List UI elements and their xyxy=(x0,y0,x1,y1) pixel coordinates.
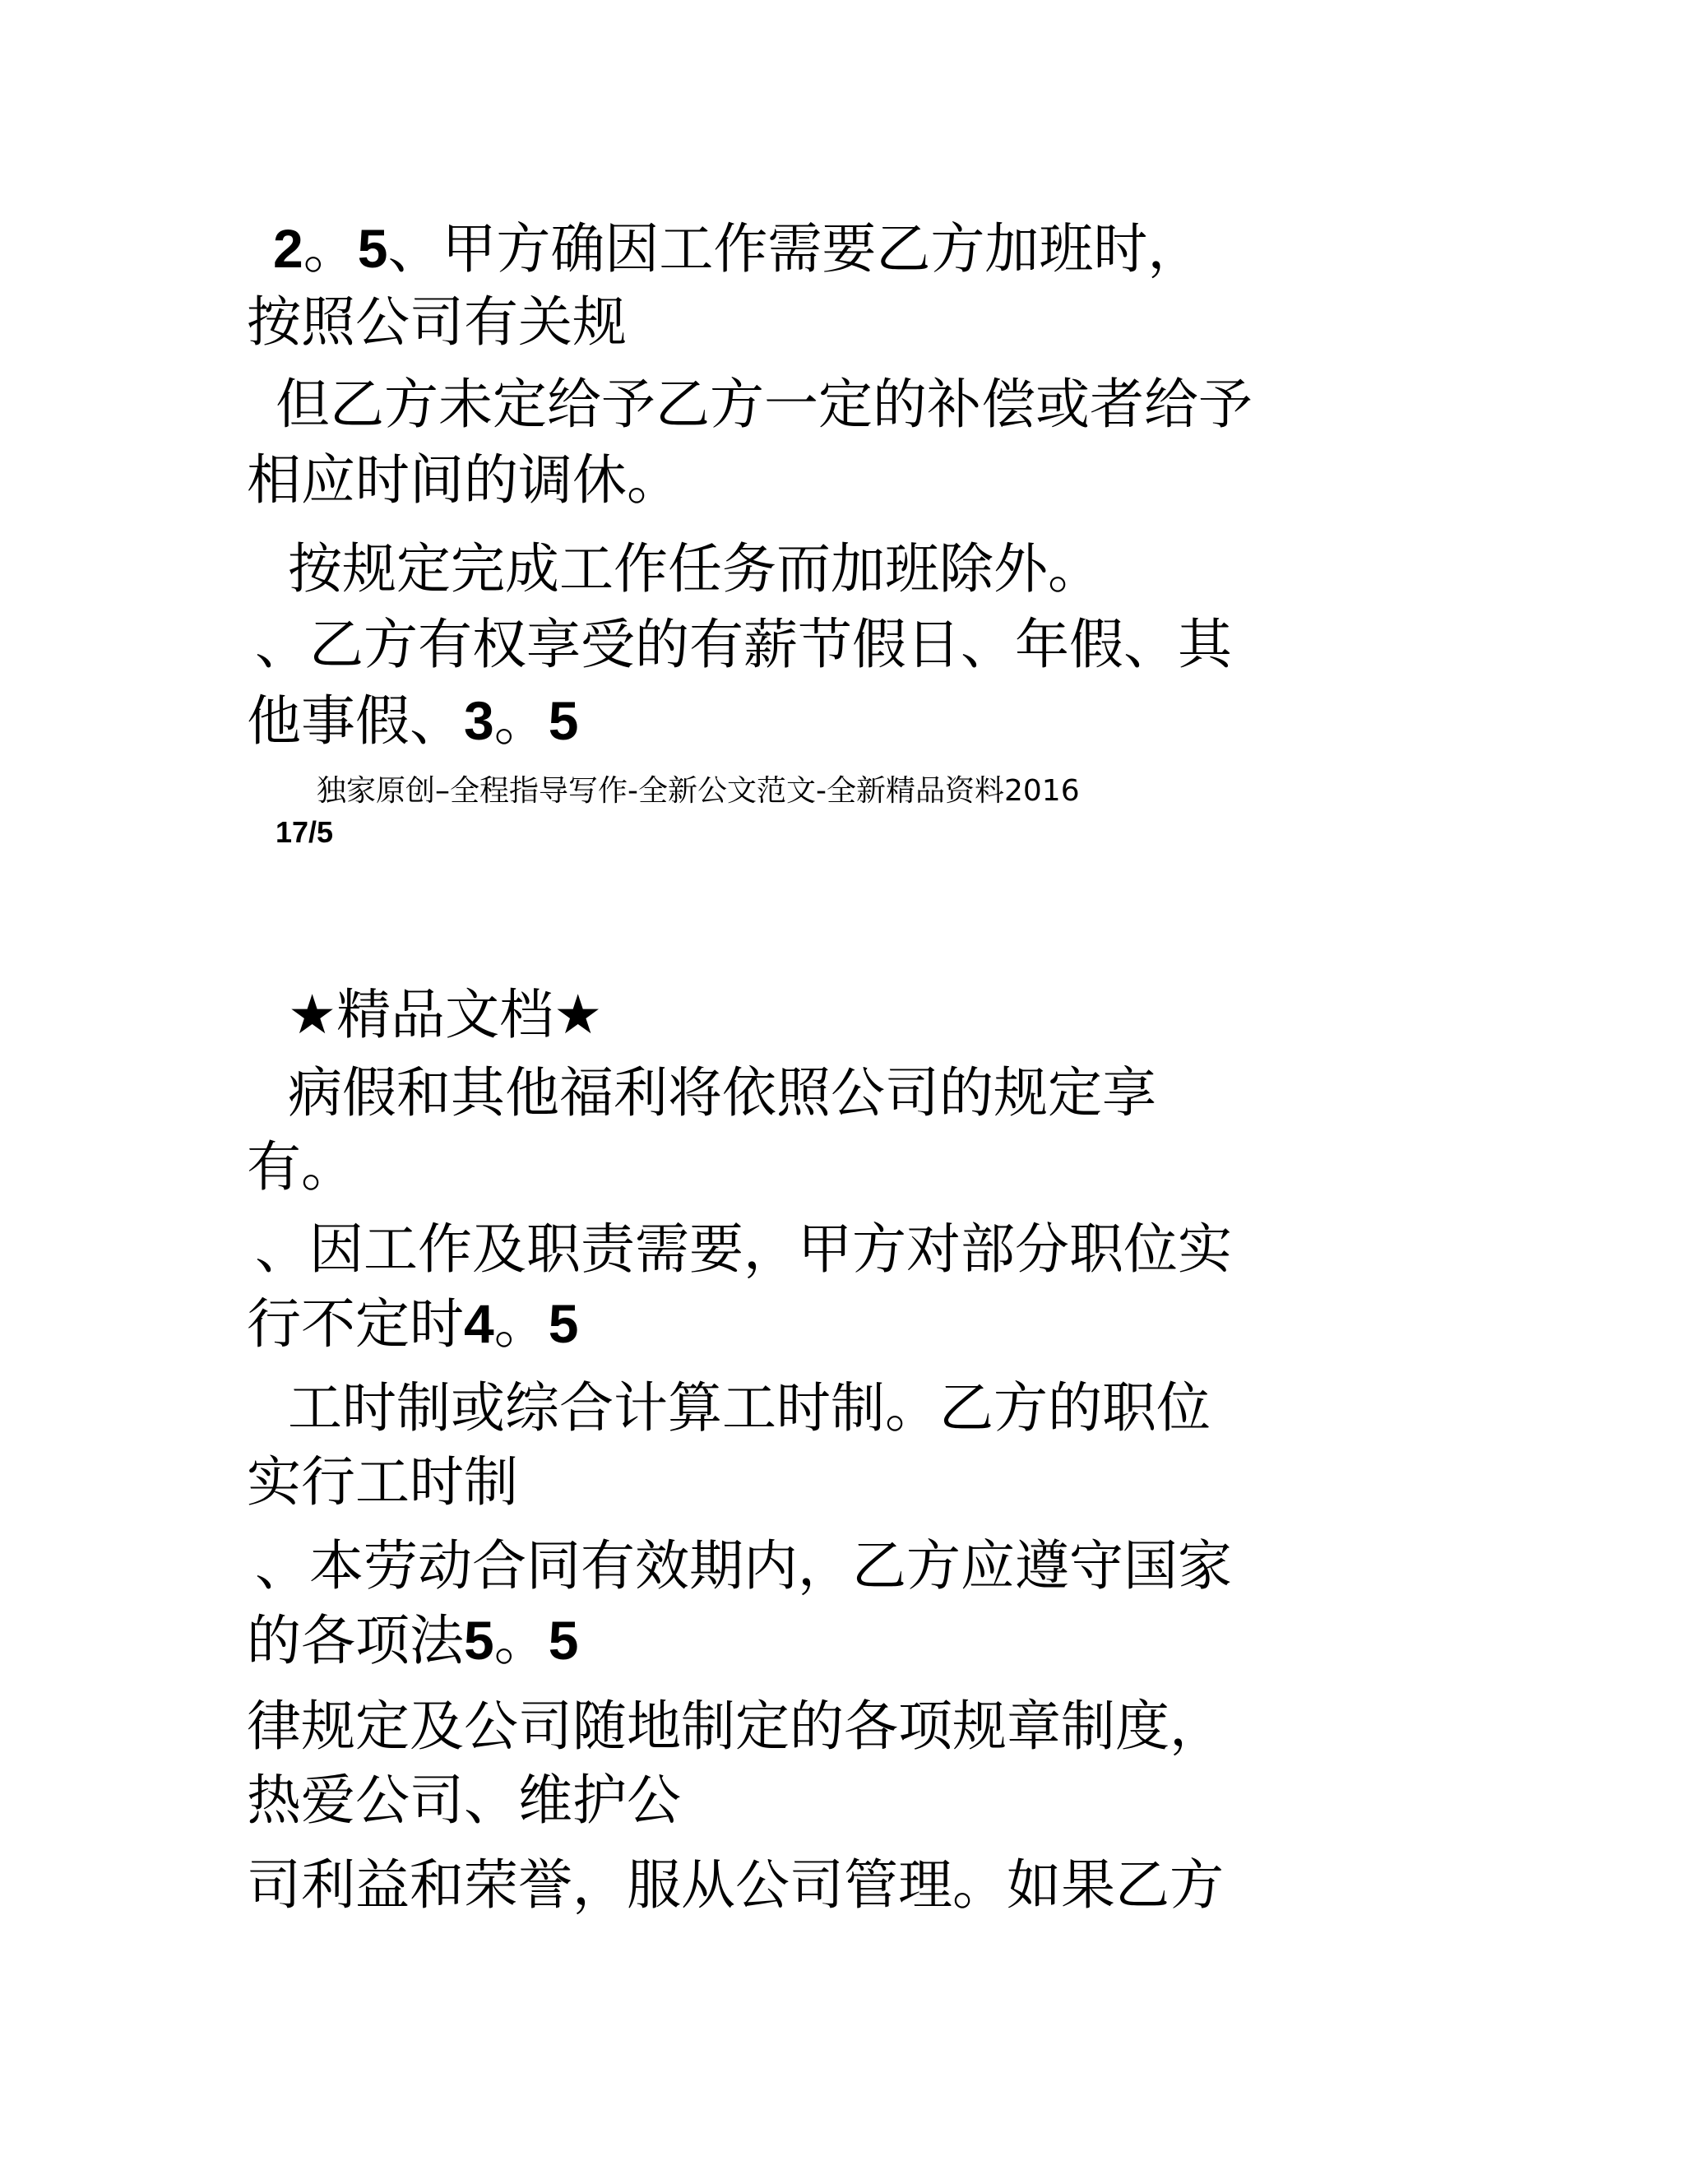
text-line: 但乙方未定给予乙方一定的补偿或者给予 xyxy=(276,373,1253,436)
page-footer: 独家原创–全程指导写作-全新公文范文-全新精品资料2016 xyxy=(317,774,1080,808)
text-line: 的各项法5。5 xyxy=(247,1609,579,1672)
text-line: 按照公司有关规 xyxy=(247,290,627,354)
page-number: 17/5 xyxy=(276,815,334,849)
text-line: 、乙方有权享受的有薪节假日、年假、其 xyxy=(255,613,1232,676)
text-line: 2。5、甲方确因工作需要乙方加班时， xyxy=(273,217,1202,281)
text-line: 行不定时4。5 xyxy=(247,1292,579,1356)
text-line: 按规定完成工作任务而加班除外。 xyxy=(288,537,1102,600)
text-line: 律规定及公司随地制定的各项规章制度， xyxy=(247,1695,1224,1758)
text-line: 司利益和荣誉，服从公司管理。如果乙方 xyxy=(247,1853,1224,1917)
text-line: 、因工作及职责需要，甲方对部分职位实 xyxy=(255,1217,1232,1281)
text-line: 病假和其他福利将依照公司的规定享 xyxy=(288,1061,1156,1124)
page-header: ★精品文档★ xyxy=(288,983,603,1046)
text-line: 他事假、3。5 xyxy=(247,689,579,753)
text-line: 工时制或综合计算工时制。乙方的职位 xyxy=(288,1376,1211,1440)
text-line: 、本劳动合同有效期内，乙方应遵守国家 xyxy=(255,1534,1232,1597)
text-line: 实行工时制 xyxy=(247,1450,518,1514)
text-line: 有。 xyxy=(247,1135,355,1199)
text-line: 相应时间的调休。 xyxy=(247,448,681,512)
text-line: 热爱公司、维护公 xyxy=(247,1769,681,1832)
